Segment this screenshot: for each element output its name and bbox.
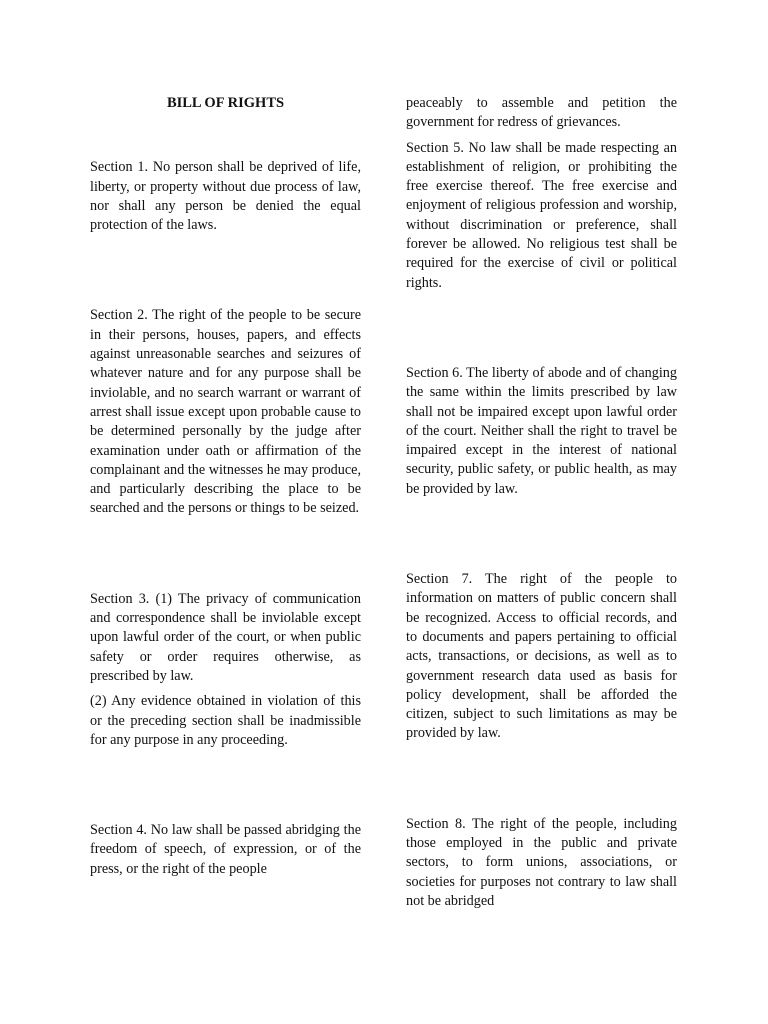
section-8: Section 8. The right of the people, including those employed in the public and private sectors, to form unions, associations, or societies for purposes not contrary to law shall not be abridged: [406, 815, 677, 909]
section-3-paragraph-2: (2) Any evidence obtained in violation of this or the preceding section shall be inadmissible for any purpose in any proceeding.: [90, 693, 361, 748]
left-column: [90, 94, 361, 879]
document-title: BILL OF RIGHTS: [166, 95, 285, 111]
section-7: Section 7. The right of the people to information on matters of public concern shall be recognized. Access to official records, and to documents and papers pertaining to official acts, transactions, or decisions, as well as to government research data used as basis for policy development, shall be afforded the citizen, subject to such limitations as may be provided by law.: [406, 571, 677, 742]
section-4-continued: peaceably to assemble and petition the government for redress of grievances.: [406, 95, 677, 131]
section-3-paragraph-1: Section 3. (1) The privacy of communication and correspondence shall be inviolable except upon lawful order of the court, or when public safety or order requires otherwise, as prescribed by law.: [90, 590, 361, 684]
section-5: Section 5. No law shall be made respecting an establishment of religion, or prohibiting the free exercise thereof. The free exercise and enjoyment of religious profession and worship, without discrimination or preference, shall forever be allowed. No religious test shall be required for the exercise of civil or political rights.: [406, 139, 677, 291]
right-column: [406, 94, 677, 911]
section-2: Section 2. The right of the people to be secure in their persons, houses, papers, and effects against unreasonable searches and seizures of whatever nature and for any purpose shall be inviolable, and no search warrant or warrant of arrest shall issue except upon probable cause to be determined personally by the judge after examination under oath or affirmation of the complainant and the witnesses he may produce, and particularly describing the place to be searched and the persons or things to be seized.: [90, 307, 361, 517]
section-6: Section 6. The liberty of abode and of changing the same within the limits prescribed by law shall not be impaired except upon lawful order of the court. Neither shall the right to travel be impaired except in the interest of national security, public safety, or public health, as may be provided by law.: [406, 364, 677, 497]
section-4: Section 4. No law shall be passed abridging the freedom of speech, of expression, or of the press, or the right of the people: [90, 822, 361, 877]
section-1: Section 1. No person shall be deprived of life, liberty, or property without due process of law, nor shall any person be denied the equal protection of the laws.: [90, 159, 361, 234]
